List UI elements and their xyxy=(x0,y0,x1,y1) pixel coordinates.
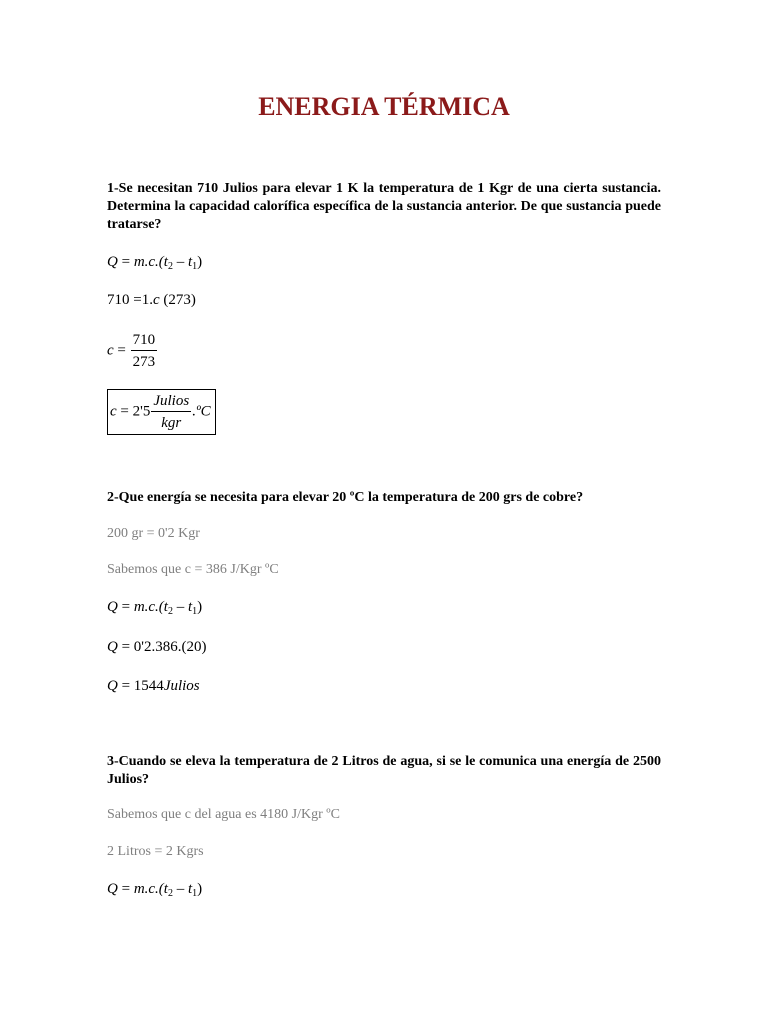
result-frame xyxy=(107,389,216,435)
problem-2-note-2: Sabemos que c = 386 J/Kgr ºC xyxy=(107,562,279,577)
eq-equals: = xyxy=(117,254,134,270)
eq-minus: – t xyxy=(172,599,193,615)
fraction-denominator: 273 xyxy=(132,354,156,370)
eq-rest: (273) xyxy=(159,292,196,308)
eq-minus: – t xyxy=(172,254,193,270)
fraction-numerator: Julios xyxy=(151,392,191,412)
eq-equals: = xyxy=(113,342,130,359)
problem-3-equation-1 xyxy=(107,880,202,903)
fraction-denominator: kgr xyxy=(161,415,182,431)
fraction xyxy=(151,392,191,432)
eq-value: = 2'5 xyxy=(116,403,151,420)
eq-close: ) xyxy=(197,881,203,897)
eq-rest: = 0'2.386.(20) xyxy=(117,639,207,655)
eq-close: ) xyxy=(197,599,203,615)
problem-2-equation-3 xyxy=(107,677,200,695)
page-title: ENERGIA TÉRMICA xyxy=(258,92,510,121)
eq-var: c xyxy=(152,292,160,308)
eq-subscript: 1 xyxy=(192,606,198,617)
eq-symbol: c xyxy=(107,342,114,359)
eq-symbol: Q xyxy=(107,599,118,615)
eq-rhs: m.c.(t xyxy=(133,881,168,897)
eq-equals: = xyxy=(117,881,134,897)
eq-subscript: 1 xyxy=(192,261,198,272)
problem-1-question: 1-Se necesitan 710 Julios para elevar 1 K la temperatura de 1 Kgr de una cierta sustancia. Determina la capacidad calorífica específica de la sustancia anterior. De que sustancia puede tratarse? xyxy=(107,181,661,232)
problem-2-note-1: 200 gr = 0'2 Kgr xyxy=(107,526,200,541)
eq-symbol: Q xyxy=(107,639,118,655)
eq-rhs: m.c.(t xyxy=(133,254,168,270)
eq-symbol: Q xyxy=(107,881,118,897)
problem-1-equation-1 xyxy=(107,253,202,276)
fraction xyxy=(131,331,158,371)
eq-symbol: c xyxy=(110,403,117,420)
eq-close: ) xyxy=(197,254,203,270)
eq-symbol: Q xyxy=(107,254,118,270)
problem-1-equation-2 xyxy=(107,291,196,309)
problem-1-result-box xyxy=(107,389,216,435)
eq-subscript: 2 xyxy=(167,606,173,617)
eq-text: 710 =1. xyxy=(107,292,153,308)
eq-symbol: Q xyxy=(107,678,118,694)
eq-rhs: m.c.(t xyxy=(133,599,168,615)
problem-2-equation-2 xyxy=(107,638,207,656)
eq-unit: .ºC xyxy=(192,403,211,420)
eq-subscript: 2 xyxy=(167,888,173,899)
problem-3-note-1: Sabemos que c del agua es 4180 J/Kgr ºC xyxy=(107,807,340,822)
eq-value: = 1544 xyxy=(117,678,164,694)
problem-3-question: 3-Cuando se eleva la temperatura de 2 Litros de agua, si se le comunica una energía de 2500 Julios? xyxy=(107,754,661,787)
eq-unit: Julios xyxy=(163,678,200,694)
problem-2-equation-1 xyxy=(107,598,202,621)
eq-subscript: 2 xyxy=(167,261,173,272)
eq-minus: – t xyxy=(172,881,193,897)
eq-subscript: 1 xyxy=(192,888,198,899)
eq-equals: = xyxy=(117,599,134,615)
problem-2-question: 2-Que energía se necesita para elevar 20 ºC la temperatura de 200 grs de cobre? xyxy=(107,490,584,505)
problem-3-note-2: 2 Litros = 2 Kgrs xyxy=(107,844,204,859)
problem-1-equation-3 xyxy=(107,331,158,371)
fraction-numerator: 710 xyxy=(131,331,158,351)
